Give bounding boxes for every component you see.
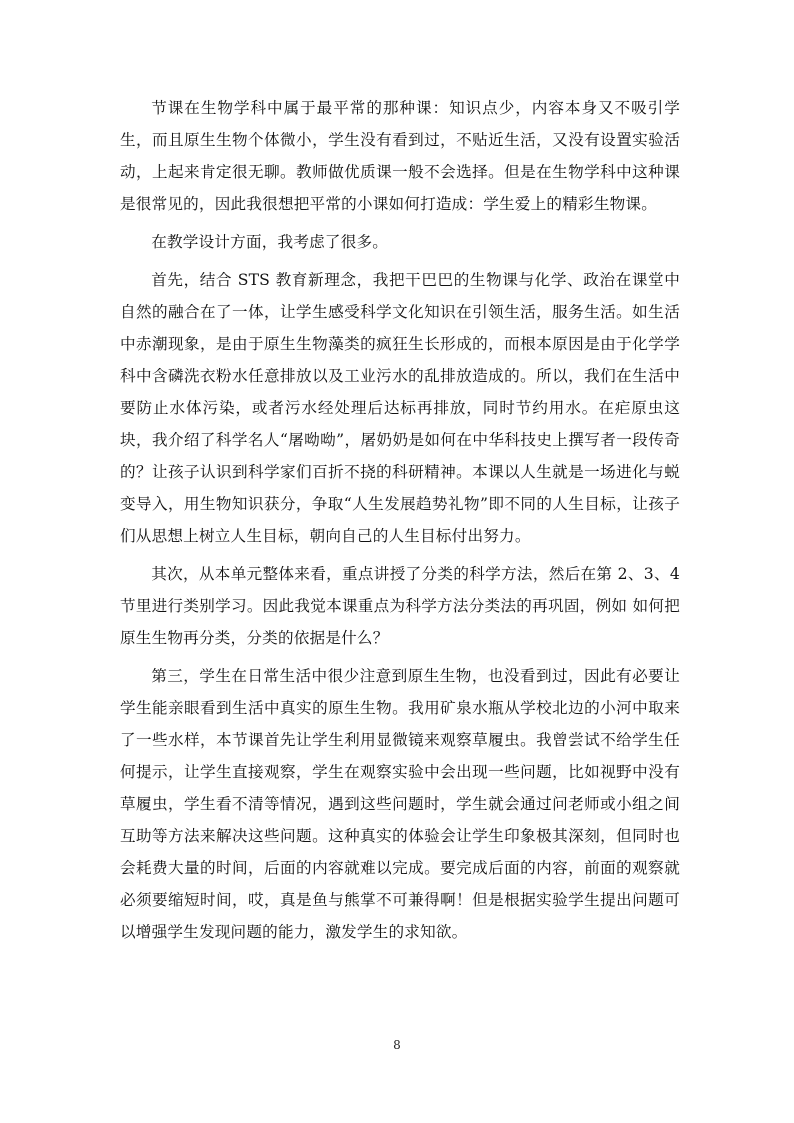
page-number: 8 [393,1038,401,1052]
paragraph-intro: 节课在生物学科中属于最平常的那种课：知识点少，内容本身又不吸引学生，而且原生生物个体微小，学生没有看到过，不贴近生活，又没有设置实验活动，上起来肯定很无聊。教师做优质课一般不会选择。但是在生物学科中这种课是很常见的，因此我很想把平常的小课如何打造成：学生爱上的精彩生物课。 [120,99,680,213]
paragraph-first: 首先，结合 STS 教育新理念，我把干巴巴的生物课与化学、政治在课堂中自然的融合在了一体，让学生感受科学文化知识在引领生活，服务生活。如生活中赤潮现象，是由于原生生物藻类的疯狂生长形成的，而根本原因是由于化学学科中含磷洗衣粉水任意排放以及工业污水的乱排放造成的。所以，我们在生活中要防止水体污染，或者污水经处理后达标再排放，同时节约用水。在疟原虫这块，我介绍了科学名人“屠呦呦”，屠奶奶是如何在中华科技史上撰写者一段传奇的？让孩子认识到科学家们百折不挠的科研精神。本课以人生就是一场进化与蜕变导入，用生物知识获分，争取“人生发展趋势礼物”即不同的人生目标，让孩子们从思想上树立人生目标，朝向自己的人生目标付出努力。 [120,271,680,545]
paragraph-second: 其次，从本单元整体来看，重点讲授了分类的科学方法，然后在第 2、3、4 节里进行类别学习。因此我觉本课重点为科学方法分类法的再巩固，例如 如何把原生生物再分类，分类的依据是什么？ [120,565,680,647]
document-body [120,92,680,948]
paragraph-design: 在教学设计方面，我考虑了很多。 [151,233,389,251]
paragraph-third: 第三，学生在日常生活中很少注意到原生生物，也没看到过，因此有必要让学生能亲眼看到生活中真实的原生生物。我用矿泉水瓶从学校北边的小河中取来了一些水样，本节课首先让学生利用显微镜来观察草履虫。我曾尝试不给学生任何提示，让学生直接观察，学生在观察实验中会出现一些问题，比如视野中没有草履虫，学生看不清等情况，遇到这些问题时，学生就会通过问老师或小组之间互助等方法来解决这些问题。这种真实的体验会让学生印象极其深刻，但同时也会耗费大量的时间，后面的内容就难以完成。要完成后面的内容，前面的观察就必须要缩短时间，哎，真是鱼与熊掌不可兼得啊！但是根据实验学生提出问题可以增强学生发现问题的能力，激发学生的求知欲。 [120,667,680,941]
